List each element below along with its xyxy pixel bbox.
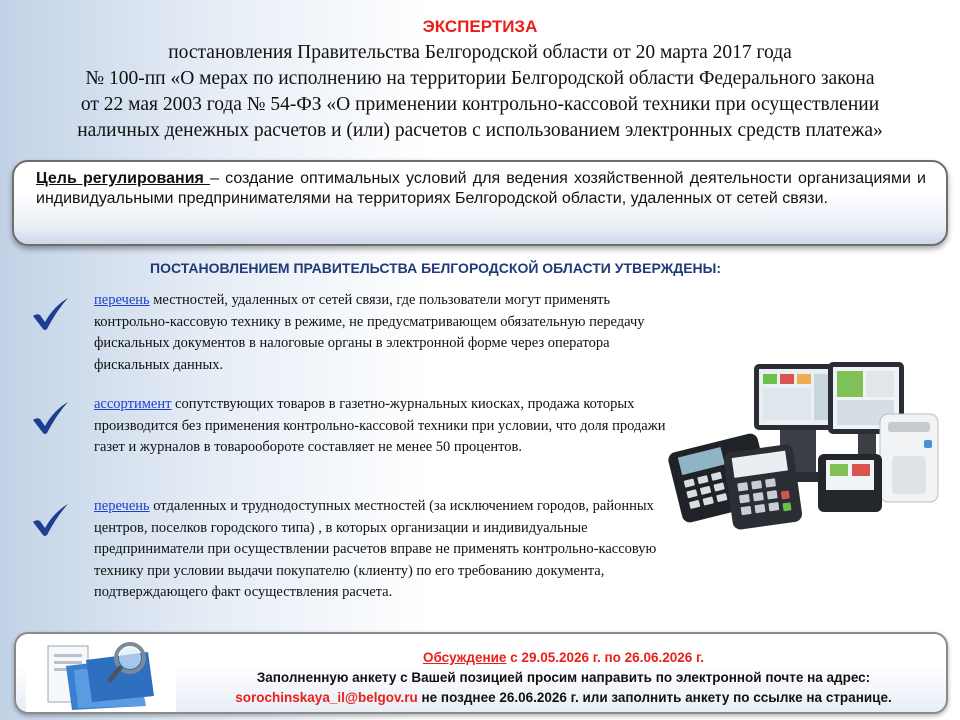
- list-link[interactable]: перечень: [94, 292, 150, 308]
- cash-register-devices-image: [668, 356, 950, 542]
- footer-instruction: Заполненную анкету с Вашей позицией просим направить по электронной почте на адрес:: [256, 670, 871, 685]
- list-item-text: [94, 394, 674, 459]
- approved-heading: ПОСТАНОВЛЕНИЕМ ПРАВИТЕЛЬСТВА БЕЛГОРОДСКОЙ ОБЛАСТИ УТВЕРЖДЕНЫ:: [150, 260, 722, 276]
- header-line-1: постановления Правительства Белгородской области от 20 марта 2017 года: [168, 42, 792, 63]
- checkmark-icon: [30, 400, 70, 436]
- documents-folder-image: [26, 636, 176, 712]
- footer-deadline: не позднее 26.06.2026 г. или заполнить анкету по ссылке на странице.: [417, 690, 892, 705]
- email-link[interactable]: sorochinskaya_il@belgov.ru: [235, 690, 418, 705]
- discussion-dates: с 29.05.2026 г. по 26.06.2026 г.: [506, 650, 705, 665]
- list-item-body: местностей, удаленных от сетей связи, где пользователи могут применять контрольно-кассовую технику в режиме, не предусматривающем обязательную передачу фискальных документов в налоговые органы в электронной форме через оператора фискальных данных.: [94, 292, 645, 373]
- list-link[interactable]: перечень: [94, 498, 150, 514]
- list-item-body: сопутствующих товаров в газетно-журнальных киосках, продажа которых производится без применения контрольно-кассовой техники при условии, что доля продажи газет и журналов в товарообороте составляет не менее 50 процентов.: [94, 396, 666, 455]
- checkmark-icon: [30, 296, 70, 332]
- regulation-goal-box: [12, 160, 948, 246]
- document-header: [20, 14, 940, 144]
- goal-lead: Цель регулирования: [36, 170, 211, 187]
- list-item-text: [94, 290, 674, 376]
- checkmark-icon: [30, 502, 70, 538]
- header-line-2: № 100-пп «О мерах по исполнению на территории Белгородской области Федерального закона: [85, 68, 875, 89]
- footer-text: [191, 648, 936, 708]
- goal-text: – создание оптимальных условий для ведения хозяйственной деятельности организациями и индивидуальными предпринимателями на территориях Белгородской области, удаленных от сетей связи.: [36, 170, 926, 207]
- list-item-body: отдаленных и труднодоступных местностей (за исключением городов, районных центров, поселков городского типа) , в которых организации и индивидуальные предприниматели при осуществлении расчетов вправе не применять контрольно-кассовую технику при условии выдачи покупателю (клиенту) по его требованию документа, подтверждающего факт осуществления расчета.: [94, 498, 657, 600]
- discussion-label: Обсуждение: [422, 650, 507, 665]
- discussion-footer: [14, 632, 948, 714]
- footer-contact-line: [191, 688, 936, 708]
- header-line-3: от 22 мая 2003 года № 54-ФЗ «О применении контрольно-кассовой техники при осуществлении: [80, 94, 880, 115]
- list-link[interactable]: ассортимент: [94, 396, 172, 412]
- header-line-4: наличных денежных расчетов и (или) расчетов с использованием электронных средств платежа»: [77, 120, 883, 141]
- list-item-text: [94, 496, 674, 604]
- document-title: ЭКСПЕРТИЗА: [422, 17, 538, 36]
- discussion-line: [191, 648, 936, 668]
